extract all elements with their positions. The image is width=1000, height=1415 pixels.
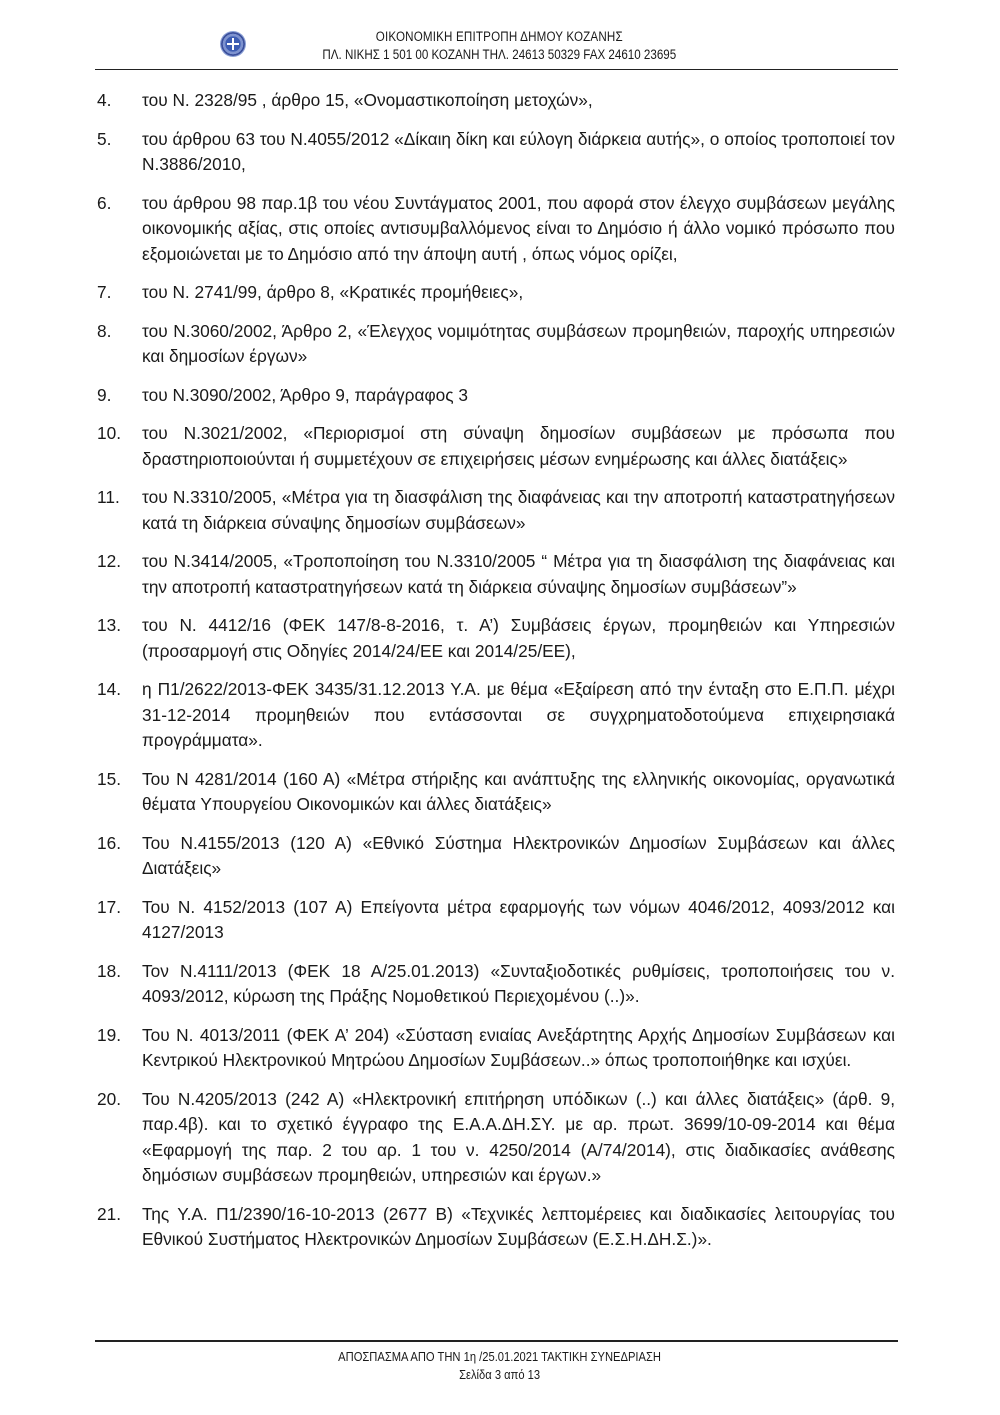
list-item-text: η Π1/2622/2013-ΦΕΚ 3435/31.12.2013 Υ.Α. με θέμα «Εξαίρεση από την ένταξη στο Ε.Π.Π. μέχρι 31-12-2014 προμηθειών που εντάσσονται σε συγχρηματοδοτούμενα επιχειρησιακά προγράμματα». — [142, 679, 895, 750]
list-item-number: 9. — [97, 384, 112, 405]
list-item — [95, 127, 895, 178]
list-item-text: Τον Ν.4111/2013 (ΦΕΚ 18 Α/25.01.2013) «Συνταξιοδοτικές ρυθμίσεις, τροποποιήσεις του ν. 4093/2012, κύρωση της Πράξης Νομοθετικού Περιεχομένου (..)». — [142, 960, 895, 1006]
list-item-text: Του Ν. 4013/2011 (ΦΕΚ Α’ 204) «Σύσταση ενιαίας Ανεξάρτητης Αρχής Δημοσίων Συμβάσεων και Κεντρικού Ηλεκτρονικού Μητρώου Δημοσίων Συμβάσεων..» όπως τροποποιήθηκε και ισχύει. — [142, 1024, 895, 1070]
list-item — [95, 319, 895, 370]
list-item — [95, 1202, 895, 1253]
list-item — [95, 677, 895, 754]
legislation-list — [95, 88, 895, 1266]
list-item — [95, 191, 895, 268]
list-item-text: Της Υ.Α. Π1/2390/16-10-2013 (2677 Β) «Τεχνικές λεπτομέρειες και διαδικασίες λειτουργίας του Εθνικού Συστήματος Ηλεκτρονικών Δημοσίων Συμβάσεων (Ε.Σ.Η.ΔΗ.Σ.)». — [142, 1203, 895, 1249]
list-item-number: 4. — [97, 90, 112, 110]
list-item — [95, 549, 895, 600]
list-item-text: του Ν. 4412/16 (ΦΕΚ 147/8-8-2016, τ. Α’) Συμβάσεις έργων, προμηθειών και Υπηρεσιών (προσαρμογή στις Οδηγίες 2014/24/ΕΕ και 2014/25/ΕΕ), — [142, 615, 895, 661]
list-item — [95, 383, 895, 409]
list-item-text: του Ν. 2328/95 , άρθρο 15, «Ονομαστικοποίηση μετοχών», — [142, 90, 593, 110]
list-item-text: Του Ν.4155/2013 (120 Α) «Εθνικό Σύστημα Ηλεκτρονικών Δημοσίων Συμβάσεων και άλλες Διατάξεις» — [142, 832, 895, 878]
list-item — [95, 280, 895, 306]
list-item-number: 11. — [97, 487, 120, 507]
list-item — [95, 831, 895, 882]
list-item-number: 21. — [97, 1203, 122, 1224]
list-item-number: 14. — [97, 679, 122, 699]
list-item-number: 20. — [97, 1088, 122, 1109]
list-item-number: 10. — [97, 423, 122, 443]
footer-page-number: Σελίδα 3 από 13 — [459, 1367, 541, 1382]
header-address — [69, 47, 929, 62]
list-item-number: 15. — [97, 768, 122, 789]
list-item-number: 7. — [97, 282, 112, 302]
header-address-text: ΠΛ. ΝΙΚΗΣ 1 501 00 ΚΟΖΑΝΗ ΤΗΛ. 24613 50329 FAX 24610 23695 — [322, 47, 677, 62]
list-item-number: 6. — [97, 192, 112, 213]
header-title-text: ΟΙΚΟΝΟΜΙΚΗ ΕΠΙΤΡΟΠΗ ΔΗΜΟΥ ΚΟΖΑΝΗΣ — [375, 29, 623, 44]
footer-divider — [95, 1340, 898, 1342]
list-item-number: 16. — [97, 832, 122, 853]
list-item-text: του Ν.3021/2002, «Περιορισμοί στη σύναψη δημοσίων συμβάσεων με πρόσωπα που δραστηριοποιούνται ή συμμετέχουν σε επιχειρήσεις μέσων ενημέρωσης και άλλες διατάξεις» — [142, 423, 895, 469]
page-header — [0, 0, 1000, 70]
list-item-text: του άρθρου 63 του Ν.4055/2012 «Δίκαιη δίκη και εύλογη διάρκεια αυτής», ο οποίος τροποποιεί τον Ν.3886/2010, — [142, 128, 895, 174]
list-item-number: 18. — [97, 960, 122, 981]
list-item-text: του Ν.3310/2005, «Μέτρα για τη διασφάλιση της διαφάνειας και την αποτροπή καταστρατηγήσεων κατά τη διάρκεια σύναψης δημοσίων συμβάσεων» — [142, 487, 895, 533]
list-item-text: του άρθρου 98 παρ.1β του νέου Συντάγματος 2001, που αφορά στον έλεγχο συμβάσεων μεγάλης οικονομικής αξίας, στις οποίες αντισυμβαλλόμενος είναι το Δημόσιο ή άλλο νομικό πρόσωπο που εξομοιώνεται με το Δημόσιο από την άποψη αυτή , όπως νόμος ορίζει, — [142, 192, 895, 264]
header-divider — [95, 69, 898, 70]
list-item-text: του Ν.3090/2002, Άρθρο 9, παράγραφος 3 — [142, 384, 469, 405]
list-item-number: 12. — [97, 551, 122, 571]
list-item-number: 13. — [97, 615, 122, 635]
list-item — [95, 767, 895, 818]
list-item — [95, 485, 895, 536]
list-item — [95, 1087, 895, 1189]
list-item — [95, 895, 895, 946]
list-item — [95, 421, 895, 472]
list-item — [95, 613, 895, 664]
list-item-number: 8. — [97, 320, 112, 341]
list-item-number: 5. — [97, 128, 112, 149]
list-item-text: Του Ν. 4152/2013 (107 Α) Επείγοντα μέτρα εφαρμογής των νόμων 4046/2012, 4093/2012 και 4127/2013 — [142, 896, 895, 942]
list-item-text: του Ν. 2741/99, άρθρο 8, «Κρατικές προμήθειες», — [142, 282, 524, 302]
list-item — [95, 959, 895, 1010]
list-item-number: 19. — [97, 1024, 122, 1045]
list-item-text: του Ν.3060/2002, Άρθρο 2, «Έλεγχος νομιμότητας συμβάσεων προμηθειών, παροχής υπηρεσιών και δημοσίων έργων» — [142, 320, 895, 366]
list-item-text: Του Ν 4281/2014 (160 Α) «Μέτρα στήριξης και ανάπτυξης της ελληνικής οικονομίας, οργανωτικά θέματα Υπουργείου Οικονομικών και άλλες διατάξεις» — [142, 768, 895, 814]
list-item — [95, 1023, 895, 1074]
list-item-text: του Ν.3414/2005, «Τροποποίηση του Ν.3310/2005 “ Μέτρα για τη διασφάλιση της διαφάνειας και την αποτροπή καταστρατηγήσεων κατά τη διάρκεια σύναψης δημοσίων συμβάσεων”» — [142, 551, 895, 597]
list-item-number: 17. — [97, 896, 122, 917]
header-title — [69, 29, 929, 44]
list-item — [95, 88, 895, 114]
footer-meeting-info: ΑΠΟΣΠΑΣΜΑ ΑΠΟ ΤΗΝ 1η /25.01.2021 ΤΑΚΤΙΚΗ ΣΥΝΕΔΡΙΑΣΗ — [338, 1349, 661, 1364]
list-item-text: Του Ν.4205/2013 (242 Α) «Ηλεκτρονική επιτήρηση υπόδικων (..) και άλλες διατάξεις» (άρθ. 9, παρ.4β). και το σχετικό έγγραφο της Ε.Α.Α.ΔΗ.ΣΥ. με αρ. πρωτ. 3699/10-09-2014 και θέμα «Εφαρμογή της παρ. 2 του αρ. 1 του ν. 4250/2014 (Α/74/2014), στις διαδικασίες ανάθεσης δημόσιων συμβάσεων προμηθειών, υπηρεσιών και έργων.» — [142, 1088, 895, 1185]
